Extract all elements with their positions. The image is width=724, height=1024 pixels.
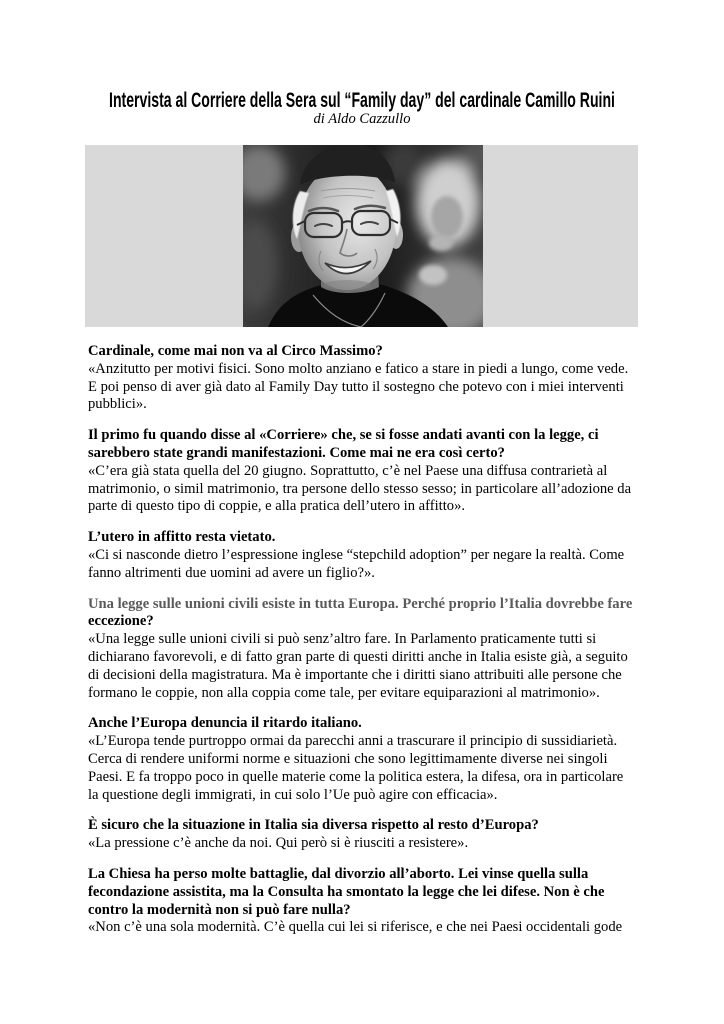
question-line: contro la modernità non si può fare nulla? [88,901,351,918]
qa-block [88,343,648,414]
question-line: La Chiesa ha perso molte battaglie, dal divorzio all’aborto. Lei vinse quella sulla [88,865,589,882]
portrait-image [243,145,483,327]
answer-line: «Ci si nasconde dietro l’espressione inglese “stepchild adoption” per negare la realtà. Come [88,546,625,563]
qa-block [88,596,648,703]
article-title: Intervista al Corriere della Sera sul “Family day” del cardinale Camillo Ruini [109,89,615,112]
answer [88,733,648,804]
answer-line: Paesi. E fa troppo poco in quelle materie come la politica estera, la difesa, ora in particolare [88,768,624,785]
question [88,529,648,547]
question-line: Il primo fu quando disse al «Corriere» che, se si fosse andati avanti con la legge, ci [88,427,599,444]
qa-block [88,866,648,937]
question-line: Una legge sulle unioni civili esiste in tutta Europa. Perché proprio l’Italia dovrebbe fare [88,595,633,612]
answer-line: matrimonio, o simil matrimonio, tra persone dello stesso sesso; in particolare all’adozione da [88,480,632,497]
question [88,596,648,632]
answer [88,463,648,516]
qa-block [88,817,648,853]
qa-block [88,529,648,582]
question [88,866,648,919]
question-line: Cardinale, come mai non va al Circo Massimo? [88,343,383,359]
answer-line: pubblici». [88,396,147,413]
question-line: È sicuro che la situazione in Italia sia diversa rispetto al resto d’Europa? [88,817,539,834]
question-line: L’utero in affitto resta vietato. [88,529,276,546]
article-byline: di Aldo Cazzullo [313,111,411,127]
answer-line: «Non c’è una sola modernità. C’è quella cui lei si riferisce, e che nei Paesi occidentali gode [88,919,623,936]
question [88,427,648,463]
answer-line: «La pressione c’è anche da noi. Qui però si è riusciti a resistere». [88,835,469,852]
answer-line: la questione degli immigrati, in cui solo l’Ue può agire con efficacia». [88,786,498,803]
question [88,715,648,733]
answer-line: «Anzitutto per motivi fisici. Sono molto anziano e fatico a stare in piedi a lungo, come vede. [88,360,629,377]
question-line: Anche l’Europa denuncia il ritardo italiano. [88,715,362,732]
answer-line: «L’Europa tende purtroppo ormai da parecchi anni a trascurare il principio di sussidiarietà. [88,733,618,750]
qa-block [88,427,648,516]
answer [88,835,648,853]
portrait-photo [243,145,483,327]
answer [88,631,648,702]
question-line: fecondazione assistita, ma la Consulta ha smontato la legge che lei difese. Non è che [88,883,605,900]
question [88,343,648,361]
interview-body [88,343,648,950]
answer-line: di decisioni della magistratura. Ma è importante che i diritti siano attribuiti alle persone che [88,666,622,683]
question-line: sarebbero state grandi manifestazioni. Come mai ne era così certo? [88,444,505,461]
answer-line: «Una legge sulle unioni civili si può senz’altro fare. In Parlamento praticamente tutti si [88,631,597,648]
answer-line: dichiarano favorevoli, e di fatto gran parte di questi diritti anche in Italia esiste già, a seguito [88,648,628,665]
question-line: eccezione? [88,613,154,630]
answer-line: Cerca di rendere uniformi norme e situazioni che sono legittimamente diverse nei singoli [88,750,608,767]
answer-line: «C’era già stata quella del 20 giugno. Soprattutto, c’è nel Paese una diffusa contrarietà al [88,462,608,479]
answer [88,361,648,414]
answer-line: E poi penso di aver già dato al Family Day tutto il sostegno che potevo con i miei interventi [88,378,624,395]
answer [88,547,648,583]
question [88,817,648,835]
answer-line: formano le coppie, non alla coppia come tale, per evitare equiparazioni al matrimonio». [88,684,600,701]
qa-block [88,715,648,804]
answer [88,919,648,937]
answer-line: parte di questo tipo di coppie, e alla pratica dell’utero in affitto». [88,498,466,515]
answer-line: fanno altrimenti due uomini ad avere un figlio?». [88,564,375,581]
